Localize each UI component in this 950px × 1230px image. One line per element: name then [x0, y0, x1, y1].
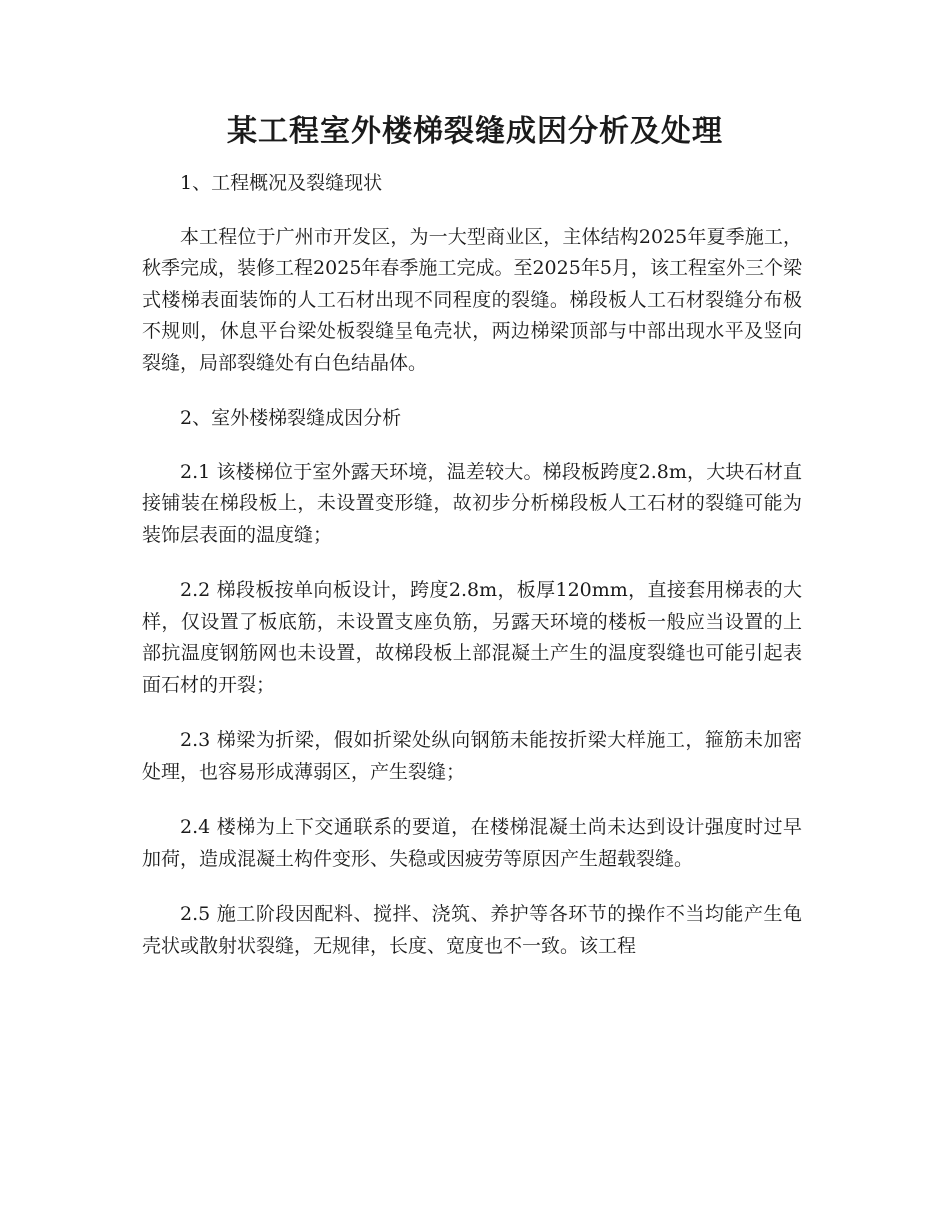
paragraph: 2.2 梯段板按单向板设计，跨度2.8m，板厚120mm，直接套用梯表的大样，仅设置了板底筋，未设置支座负筋，另露天环境的楼板一般应当设置的上部抗温度钢筋网也未设置，故梯段板上部混凝土产生的温度裂缝也可能引起表面石材的开裂；	[142, 579, 802, 696]
paragraph: 2.3 梯梁为折梁，假如折梁处纵向钢筋未能按折梁大样施工，箍筋未加密处理，也容易形成薄弱区，产生裂缝；	[142, 729, 802, 783]
section-overview	[142, 168, 802, 379]
section-analysis	[142, 403, 802, 962]
document-body	[142, 168, 802, 986]
paragraph: 2.5 施工阶段因配料、搅拌、浇筑、养护等各环节的操作不当均能产生龟壳状或散射状裂缝，无规律，长度、宽度也不一致。该工程	[142, 903, 802, 957]
section-heading: 2、室外楼梯裂缝成因分析	[180, 407, 402, 429]
section-heading: 1、工程概况及裂缝现状	[180, 172, 383, 194]
paragraph: 本工程位于广州市开发区，为一大型商业区，主体结构2025年夏季施工，秋季完成，装修工程2025年春季施工完成。至2025年5月，该工程室外三个梁式楼梯表面装饰的人工石材出现不同程度的裂缝。梯段板人工石材裂缝分布极不规则，休息平台梁处板裂缝呈龟壳状，两边梯梁顶部与中部出现水平及竖向裂缝，局部裂缝处有白色结晶体。	[142, 225, 802, 374]
document-title: 某工程室外楼梯裂缝成因分析及处理	[227, 114, 723, 149]
paragraph: 2.1 该楼梯位于室外露天环境，温差较大。梯段板跨度2.8m，大块石材直接铺装在梯段板上，未设置变形缝，故初步分析梯段板人工石材的裂缝可能为装饰层表面的温度缝；	[142, 460, 802, 546]
paragraph: 2.4 楼梯为上下交通联系的要道，在楼梯混凝土尚未达到设计强度时过早加荷，造成混凝土构件变形、失稳或因疲劳等原因产生超载裂缝。	[142, 816, 802, 870]
